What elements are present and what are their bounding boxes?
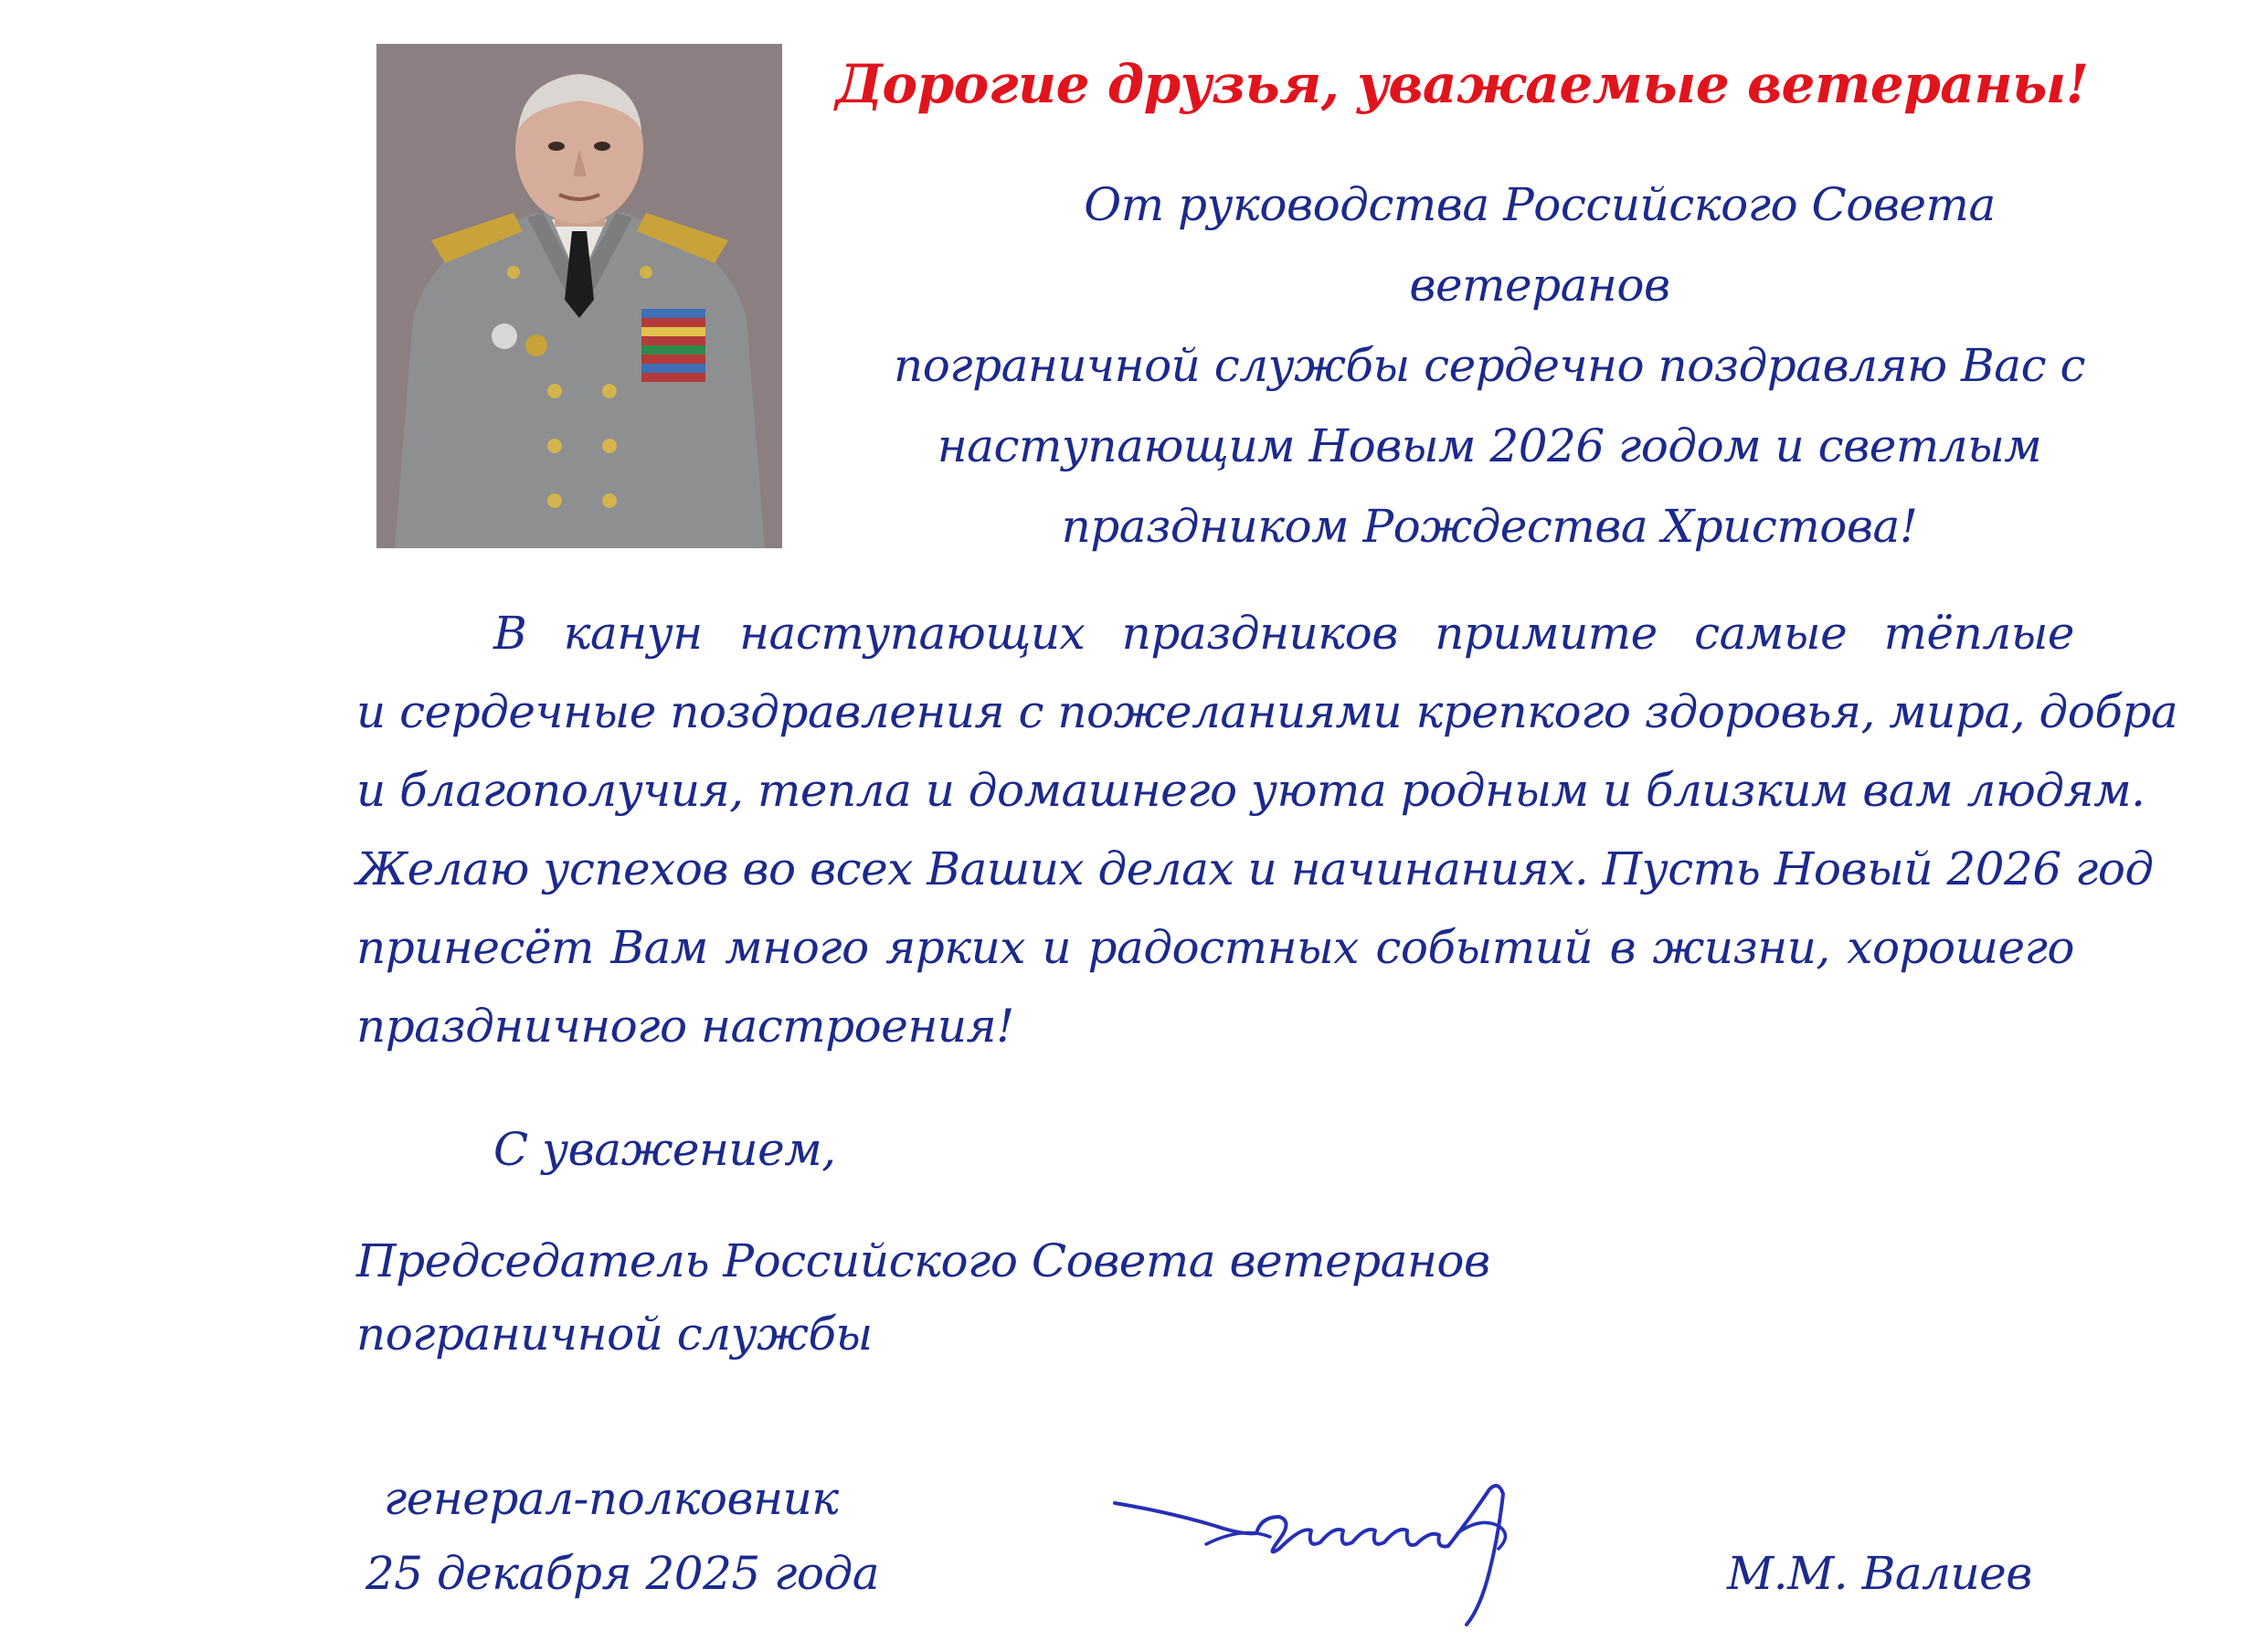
body-line: принесёт Вам много ярких и радостных событий в жизни, хорошего <box>356 921 2074 974</box>
body-line: и сердечные поздравления с пожеланиями крепкого здоровья, мира, добра <box>356 685 2178 738</box>
body-line: Желаю успехов во всех Ваших делах и начинаниях. Пусть Новый 2026 год <box>356 842 2154 895</box>
position-line: пограничной службы <box>356 1308 873 1361</box>
body-line: В канун наступающих праздников примите самые тёплые <box>493 607 2074 660</box>
body-line: и благополучия, тепла и домашнего уюта родным и близким вам людям. <box>356 764 2145 817</box>
letter-date: 25 декабря 2025 года <box>365 1547 879 1600</box>
intro-paragraph <box>850 164 2129 567</box>
portrait-photo <box>376 44 782 548</box>
intro-line: От руководства Российского Совета ветеранов <box>1084 178 1996 312</box>
body-line: праздничного настроения! <box>356 1000 1014 1053</box>
body-paragraph <box>356 594 2178 1065</box>
intro-line: наступающим Новым 2026 годом и светлым <box>937 419 2042 472</box>
signer-position <box>356 1224 1636 1371</box>
intro-line: праздником Рождества Христова! <box>1061 500 1918 553</box>
intro-line: пограничной службы сердечно поздравляю Вас с <box>894 339 2085 392</box>
signer-rank: генерал-полковник <box>384 1472 839 1525</box>
greeting-heading: Дорогие друзья, уважаемые ветераны! <box>835 53 2089 115</box>
signer-name: М.М. Валиев <box>1727 1547 2032 1600</box>
position-line: Председатель Российского Совета ветеранов <box>356 1234 1490 1287</box>
handwritten-signature <box>1096 1462 1572 1645</box>
regards-text: С уважением, <box>493 1123 836 1176</box>
